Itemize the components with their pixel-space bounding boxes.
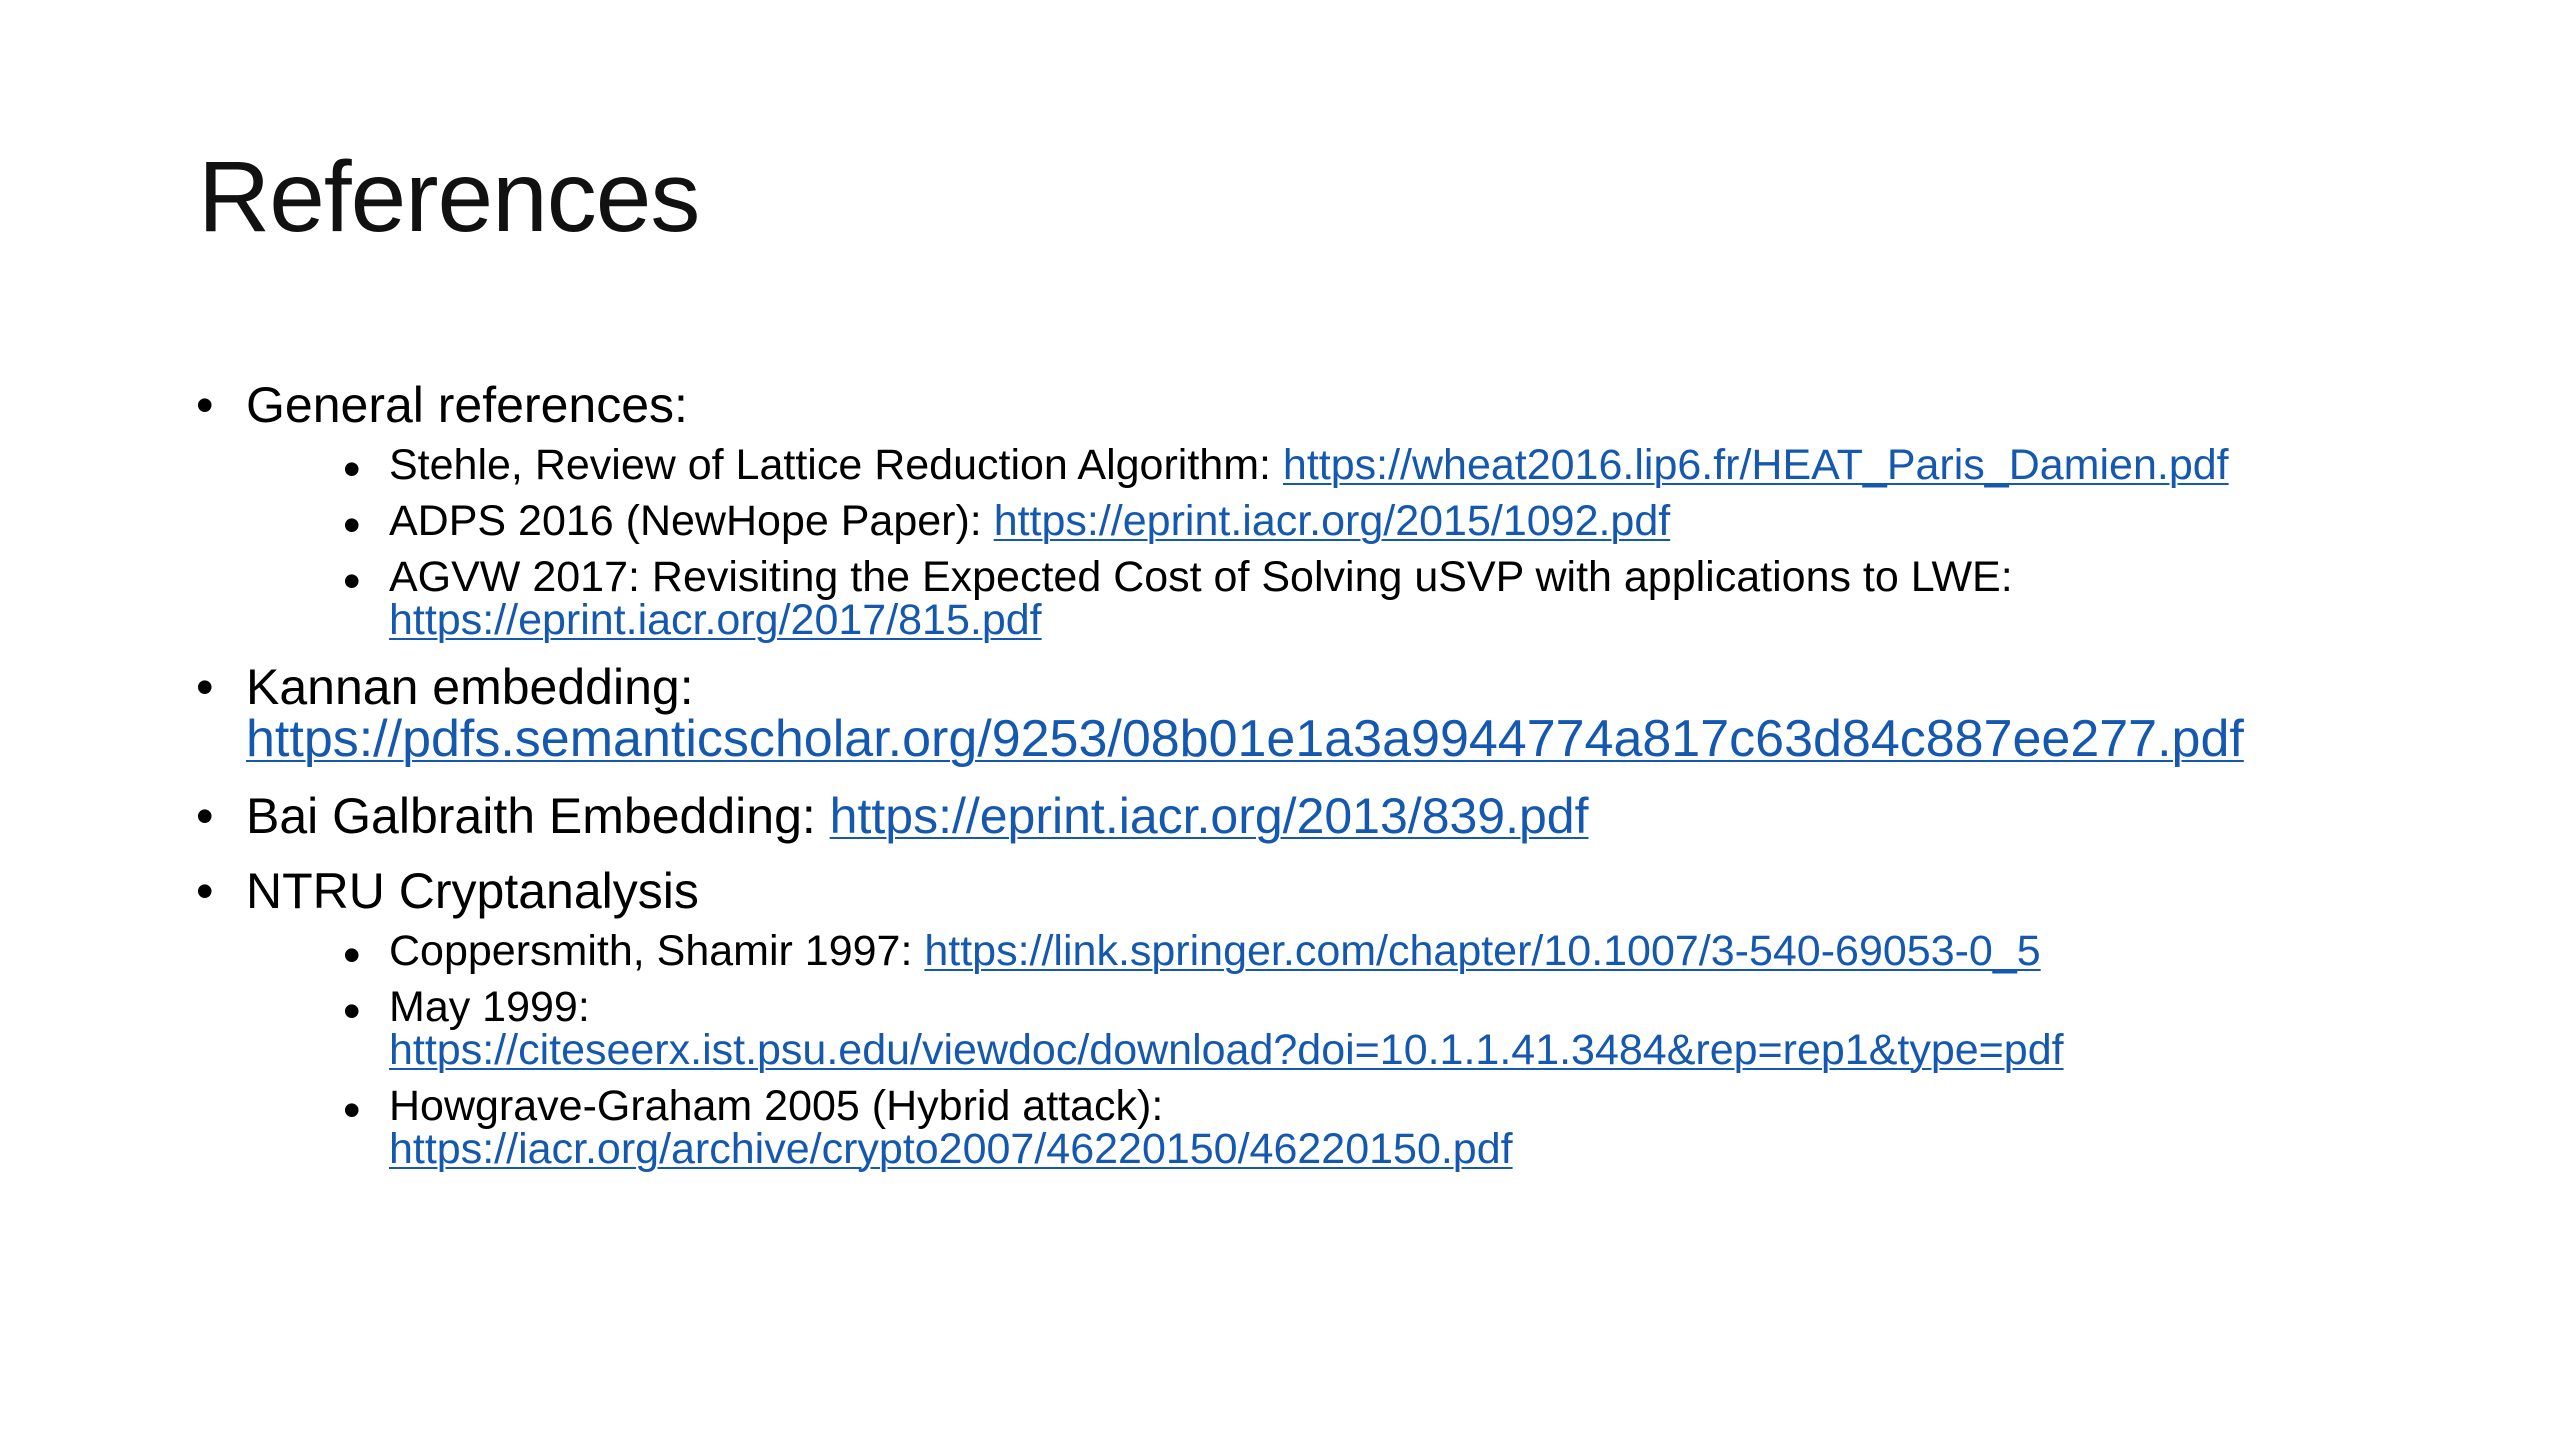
list-item xyxy=(343,552,2456,644)
bullet: • xyxy=(196,658,214,715)
reference-text: May 1999: xyxy=(389,982,590,1031)
reference-text: Stehle, Review of Lattice Reduction Algorithm: xyxy=(389,440,1283,489)
bullet: • xyxy=(196,863,214,920)
slide-title: References xyxy=(198,141,700,253)
reference-text: Howgrave-Graham 2005 (Hybrid attack): xyxy=(389,1081,1164,1130)
section-label: Bai Galbraith Embedding: xyxy=(246,787,830,844)
reference-text: AGVW 2017: Revisiting the Expected Cost of Solving uSVP with applications to LWE: xyxy=(389,552,2013,601)
reference-link[interactable]: https://eprint.iacr.org/2017/815.pdf xyxy=(389,595,1042,644)
reference-link[interactable]: https://eprint.iacr.org/2013/839.pdf xyxy=(829,787,1589,844)
bullet: • xyxy=(343,552,361,609)
reference-link[interactable]: https://eprint.iacr.org/2015/1092.pdf xyxy=(993,496,1671,545)
list-item xyxy=(343,440,2456,497)
reference-link[interactable]: https://wheat2016.lip6.fr/HEAT_Paris_Damien.pdf xyxy=(1282,440,2229,489)
bullet: • xyxy=(343,982,361,1039)
list-item xyxy=(343,982,2456,1074)
general-references-sublist xyxy=(246,440,2456,644)
reference-link[interactable]: https://iacr.org/archive/crypto2007/46220150/46220150.pdf xyxy=(389,1124,1513,1173)
list-item xyxy=(343,1081,2456,1173)
reference-link[interactable]: https://citeseerx.ist.psu.edu/viewdoc/download?doi=10.1.1.41.3484&rep=rep1&type=pdf xyxy=(389,1025,2064,1074)
ntru-sublist xyxy=(246,926,2456,1173)
list-item xyxy=(343,926,2456,983)
section-label: NTRU Cryptanalysis xyxy=(246,863,699,920)
list-item-general-references xyxy=(196,377,2456,644)
bullet: • xyxy=(196,377,214,433)
list-item xyxy=(343,496,2456,553)
list-item-ntru-cryptanalysis xyxy=(196,863,2456,1173)
reference-text: Coppersmith, Shamir 1997: xyxy=(389,926,925,975)
bullet: • xyxy=(196,787,214,844)
section-label: Kannan embedding: xyxy=(246,658,694,715)
references-list xyxy=(196,377,2456,1191)
section-label: General references: xyxy=(246,377,688,433)
reference-text: ADPS 2016 (NewHope Paper): xyxy=(389,496,994,545)
bullet: • xyxy=(343,926,361,983)
reference-link[interactable]: https://link.springer.com/chapter/10.1007/3-540-69053-0_5 xyxy=(924,926,2041,975)
bullet: • xyxy=(343,1081,361,1138)
bullet: • xyxy=(343,440,361,497)
list-item-bai-galbraith-embedding xyxy=(196,787,2456,844)
reference-link[interactable]: https://pdfs.semanticscholar.org/9253/08b01e1a3a9944774a817c63d84c887ee277.pdf xyxy=(246,710,2244,768)
list-item-kannan-embedding xyxy=(196,658,2456,768)
bullet: • xyxy=(343,496,361,553)
